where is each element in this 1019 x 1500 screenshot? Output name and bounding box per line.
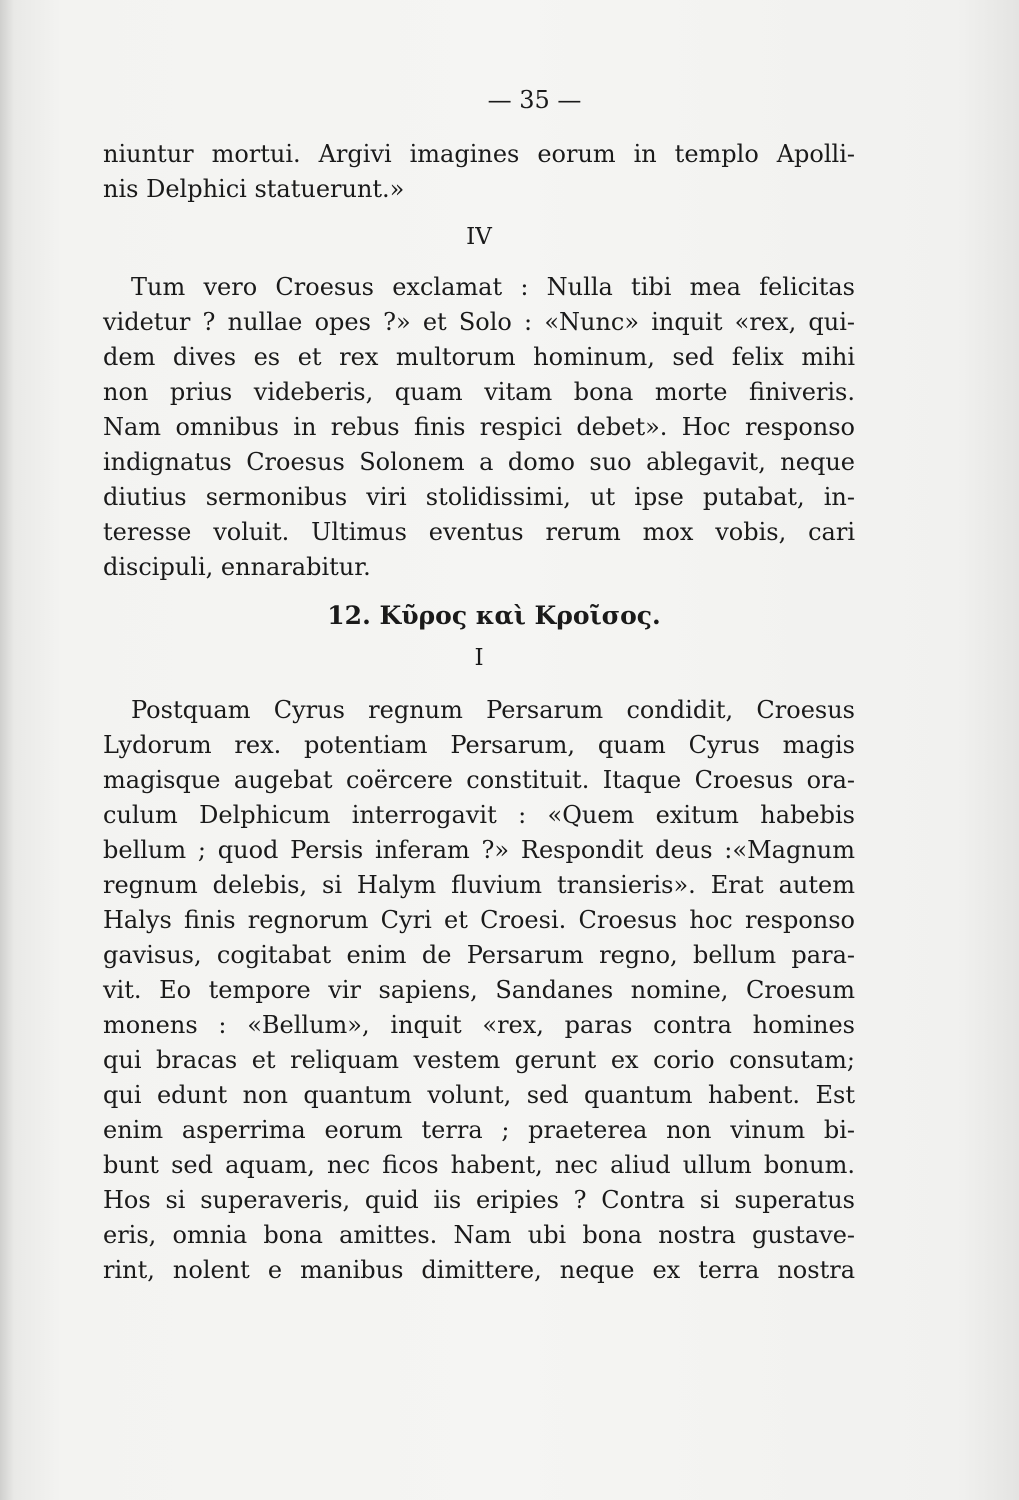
text-line: regnum delebis, si Halym fluvium transieris». Erat autem bbox=[103, 871, 855, 899]
subsection-number: I bbox=[474, 645, 484, 671]
text-line: dem dives es et rex multorum hominum, sed felix mihi bbox=[103, 343, 855, 371]
text-line: Tum vero Croesus exclamat : Nulla tibi mea felicitas bbox=[131, 273, 855, 301]
text-line: nis Delphici statuerunt.» bbox=[103, 175, 405, 203]
text-line: teresse voluit. Ultimus eventus rerum mox vobis, cari bbox=[103, 518, 855, 546]
text-line: vit. Eo tempore vir sapiens, Sandanes nomine, Croesum bbox=[103, 976, 855, 1004]
text-line: videtur ? nullae opes ?» et Solo : «Nunc» inquit «rex, qui- bbox=[103, 308, 855, 336]
text-line: discipuli, ennarabitur. bbox=[103, 553, 371, 581]
text-line: non prius videberis, quam vitam bona morte finiveris. bbox=[103, 378, 855, 406]
text-line: monens : «Bellum», inquit «rex, paras contra homines bbox=[103, 1011, 855, 1039]
text-line: qui edunt non quantum volunt, sed quantum habent. Est bbox=[103, 1081, 855, 1109]
text-line: indignatus Croesus Solonem a domo suo ablegavit, neque bbox=[103, 448, 855, 476]
text-line: culum Delphicum interrogavit : «Quem exitum habebis bbox=[103, 801, 855, 829]
text-line: rint, nolent e manibus dimittere, neque ex terra nostra bbox=[103, 1256, 855, 1284]
text-line: gavisus, cogitabat enim de Persarum regno, bellum para- bbox=[103, 941, 855, 969]
text-line: Lydorum rex. potentiam Persarum, quam Cyrus magis bbox=[103, 731, 855, 759]
page-number: — 35 — bbox=[487, 86, 582, 114]
chapter-heading: 12. Κῦρος καὶ Κροῖσος. bbox=[327, 601, 661, 630]
section-paragraph bbox=[103, 270, 855, 585]
chapter-paragraph bbox=[103, 693, 855, 1288]
text-line: qui bracas et reliquam vestem gerunt ex corio consutam; bbox=[103, 1046, 855, 1074]
text-line: enim asperrima eorum terra ; praeterea non vinum bi- bbox=[103, 1116, 855, 1144]
text-line: Hos si superaveris, quid iis eripies ? Contra si superatus bbox=[103, 1186, 855, 1214]
text-line: diutius sermonibus viri stolidissimi, ut ipse putabat, in- bbox=[103, 483, 855, 511]
text-line: bellum ; quod Persis inferam ?» Respondit deus :«Magnum bbox=[103, 836, 855, 864]
text-line: magisque augebat coërcere constituit. Itaque Croesus ora- bbox=[103, 766, 855, 794]
continuation-paragraph bbox=[103, 137, 855, 207]
text-line: niuntur mortui. Argivi imagines eorum in templo Apolli- bbox=[103, 140, 855, 168]
section-number: IV bbox=[466, 224, 492, 250]
text-line: Nam omnibus in rebus finis respici debet». Hoc responso bbox=[103, 413, 855, 441]
text-line: eris, omnia bona amittes. Nam ubi bona nostra gustave- bbox=[103, 1221, 855, 1249]
text-line: bunt sed aquam, nec ficos habent, nec aliud ullum bonum. bbox=[103, 1151, 855, 1179]
text-line: Postquam Cyrus regnum Persarum condidit, Croesus bbox=[131, 696, 855, 724]
text-line: Halys finis regnorum Cyri et Croesi. Croesus hoc responso bbox=[103, 906, 855, 934]
page-spine-shadow bbox=[0, 0, 14, 1500]
